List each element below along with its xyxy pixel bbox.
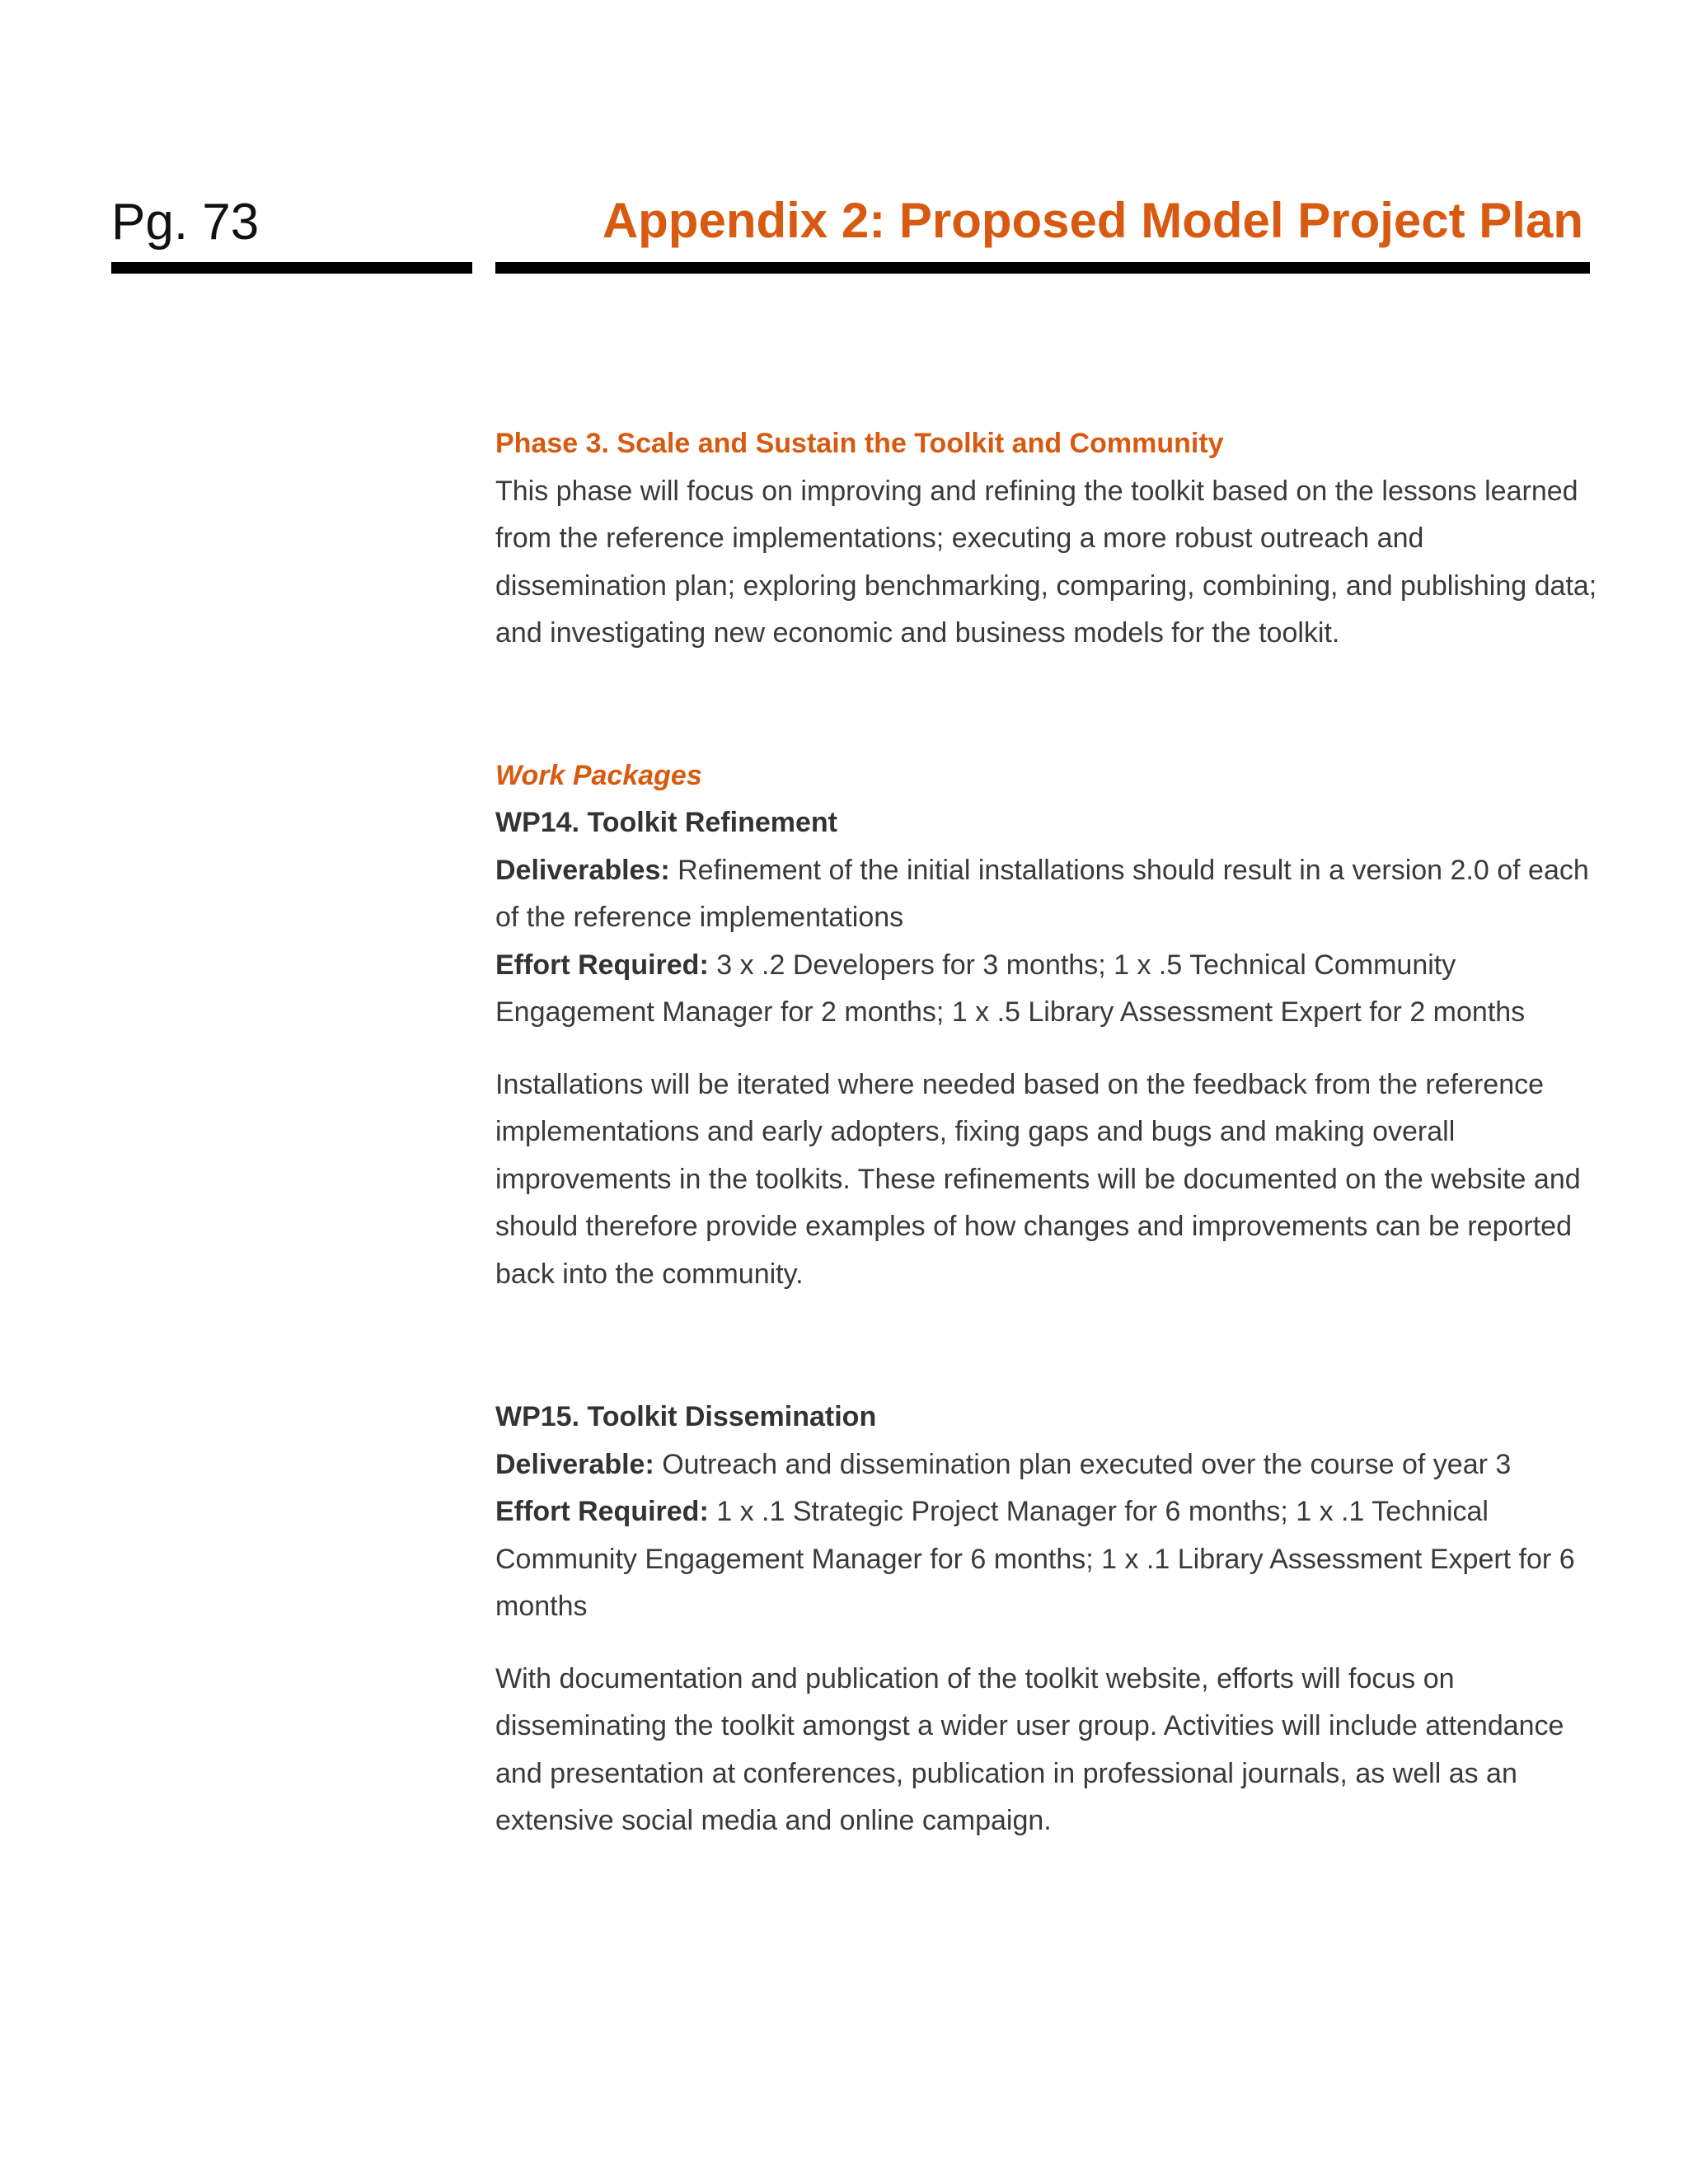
wp-title: WP15. Toolkit Dissemination [495,1401,877,1432]
page-title: Appendix 2: Proposed Model Project Plan [602,193,1583,248]
work-package-wp14 [495,799,1600,1298]
effort-text: 1 x .1 Strategic Project Manager for 6 months; 1 x .1 Technical Community Engagement Manager for 6 months; 1 x .1 Library Assessment Expert for 6 months [495,1496,1575,1622]
wp-deliverable [495,1441,1600,1489]
spacer [495,1298,1600,1394]
effort-label: Effort Required: [495,949,709,981]
deliverable-label: Deliverable: [495,1448,654,1480]
spacer [495,658,1600,752]
spacer [495,1037,1600,1062]
spacer [495,1631,1600,1656]
main-content [495,420,1600,1845]
effort-label: Effort Required: [495,1496,709,1527]
header-rule-right [495,262,1590,274]
work-package-wp15 [495,1394,1600,1845]
wp-deliverable [495,847,1600,942]
wp-description: Installations will be iterated where needed based on the feedback from the reference implementations and early adopters, fixing gaps and bugs and making overall improvements in the toolkits. These refinements will be documented on the website and should therefore provide examples of how changes and improvements can be reported back into the community. [495,1068,1581,1290]
header-rule-left [111,262,472,274]
deliverable-text: Outreach and dissemination plan executed over the course of year 3 [662,1448,1512,1480]
phase-body: This phase will focus on improving and refining the toolkit based on the lessons learned from the reference implementations; executing a more robust outreach and dissemination plan; exploring benchmarking, comparing, combining, and publishing data; and investigating new economic and business models for the toolkit. [495,475,1597,649]
work-packages-heading: Work Packages [495,759,702,791]
wp-effort [495,942,1600,1037]
wp-effort [495,1488,1600,1631]
wp-title: WP14. Toolkit Refinement [495,807,837,838]
deliverable-label: Deliverables: [495,854,670,886]
effort-text: 3 x .2 Developers for 3 months; 1 x .5 Technical Community Engagement Manager for 2 months; 1 x .5 Library Assessment Expert for 2 months [495,949,1526,1028]
phase-heading: Phase 3. Scale and Sustain the Toolkit and Community [495,428,1224,459]
deliverable-text: Refinement of the initial installations should result in a version 2.0 of each of the reference implementations [495,854,1589,933]
page-number: Pg. 73 [111,194,260,251]
wp-description: With documentation and publication of the toolkit website, efforts will focus on disseminating the toolkit amongst a wider user group. Activities will include attendance and presentation at conferences, publication in professional journals, as well as an extensive social media and online campaign. [495,1662,1564,1836]
